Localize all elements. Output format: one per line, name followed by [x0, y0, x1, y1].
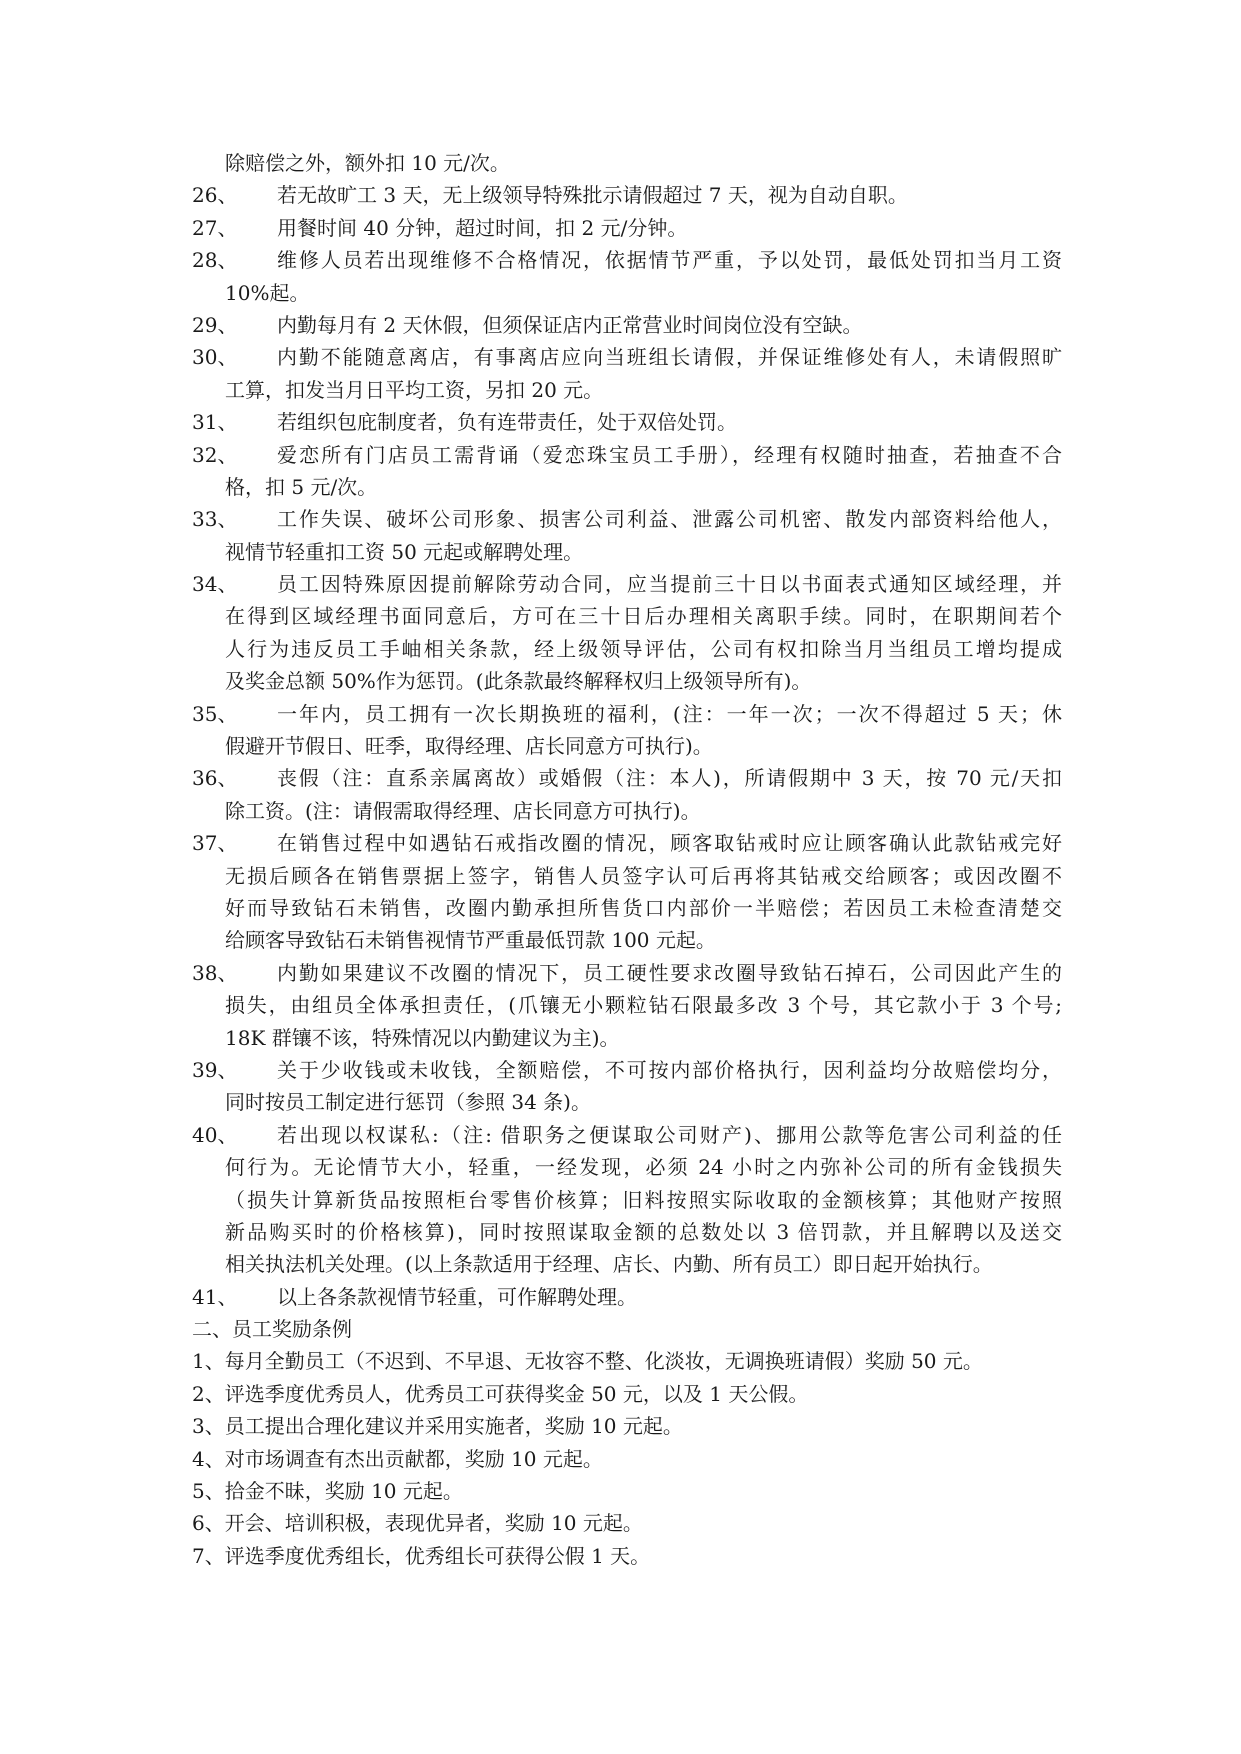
penalty-item-number: 36、: [192, 766, 238, 791]
penalty-item-text: 内勤不能随意离店，有事离店应向当班组长请假，并保证维修处有人，未请假照旷: [277, 345, 1062, 370]
penalty-item-continuation: 假避开节假日、旺季，取得经理、店长同意方可执行)。: [225, 734, 713, 759]
penalty-item-number: 41、: [192, 1284, 238, 1309]
reward-item: 5、拾金不昧，奖励 10 元起。: [192, 1479, 463, 1504]
penalty-item-text: 一年内，员工拥有一次长期换班的福利，(注：一年一次；一次不得超过 5 天；休: [277, 701, 1062, 726]
penalty-item-number: 31、: [192, 410, 238, 435]
penalty-item-line: [192, 244, 1062, 276]
penalty-item-continuation: 格，扣 5 元/次。: [225, 474, 378, 499]
penalty-item-number: 35、: [192, 701, 238, 726]
penalty-item-continuation: 何行为。无论情节大小，轻重，一经发现，必须 24 小时之内弥补公司的所有金钱损失: [225, 1155, 1062, 1180]
penalty-item-continuation: 损失，由组员全体承担责任，(爪镶无小颗粒钻石限最多改 3 个号，其它款小于 3 个号;: [225, 993, 1062, 1018]
penalty-item-line: [192, 341, 1062, 373]
reward-heading: 二、员工奖励条例: [192, 1317, 352, 1342]
penalty-item-text: 工作失误、破坏公司形象、损害公司利益、泄露公司机密、散发内部资料给他人，: [277, 507, 1062, 532]
penalty-item-continuation: （损失计算新货品按照柜台零售价核算；旧料按照实际收取的金额核算；其他财产按照: [225, 1187, 1062, 1212]
penalty-item-number: 37、: [192, 831, 238, 856]
penalty-item-text: 员工因特殊原因提前解除劳动合同，应当提前三十日以书面表式通知区域经理，并: [277, 572, 1062, 597]
penalty-item-continuation: 除工资。(注：请假需取得经理、店长同意方可执行)。: [225, 798, 701, 823]
penalty-item-continuation: 给顾客导致钻石未销售视情节严重最低罚款 100 元起。: [225, 928, 716, 953]
penalty-item-line: [192, 309, 1062, 341]
penalty-item-text: 关于少收钱或未收钱，全额赔偿，不可按内部价格执行，因利益均分故赔偿均分，: [277, 1057, 1062, 1082]
penalty-item-number: 28、: [192, 248, 238, 273]
penalty-item-text: 维修人员若出现维修不合格情况，依据情节严重，予以处罚，最低处罚扣当月工资: [277, 248, 1062, 273]
penalty-item-number: 29、: [192, 312, 238, 337]
reward-item: 1、每月全勤员工（不迟到、不早退、无妆容不整、化淡妆，无调换班请假）奖励 50 元。: [192, 1349, 983, 1374]
penalty-item-line: [192, 503, 1062, 535]
penalty-item-number: 34、: [192, 572, 238, 597]
penalty-item-number: 33、: [192, 507, 238, 532]
penalty-item-continuation: 同时按员工制定进行惩罚（参照 34 条)。: [225, 1090, 591, 1115]
penalty-item-text: 若出现以权谋私:（注: 借职务之便谋取公司财产)、挪用公款等危害公司利益的任: [277, 1122, 1062, 1147]
penalty-item-continuation: 工算，扣发当月日平均工资，另扣 20 元。: [225, 377, 604, 402]
penalty-item-number: 38、: [192, 960, 238, 985]
document-body: [192, 147, 1062, 1572]
penalty-item-number: 26、: [192, 183, 238, 208]
penalty-item-line: [192, 1119, 1062, 1151]
penalty-item-continuation: 相关执法机关处理。(以上条款适用于经理、店长、内勤、所有员工）即日起开始执行。: [225, 1252, 993, 1277]
penalty-item-line: [192, 212, 1062, 244]
penalty-item-continuation: 无损后顾各在销售票据上签字，销售人员签字认可后再将其钻戒交给顾客；或因改圈不: [225, 863, 1062, 888]
penalty-item-continuation: 好而导致钻石未销售，改圈内勤承担所售货口内部价一半赔偿；若因员工未检查清楚交: [225, 895, 1062, 920]
penalty-item-line: [192, 406, 1062, 438]
penalty-item-text: 若组织包庇制度者，负有连带责任，处于双倍处罚。: [277, 410, 737, 435]
penalty-item-line: [192, 827, 1062, 859]
penalty-item-text: 以上各条款视情节轻重，可作解聘处理。: [277, 1284, 637, 1309]
reward-list: [192, 1345, 1062, 1572]
penalty-item-line: [192, 568, 1062, 600]
penalty-item-continuation: 人行为违反员工手岫相关条款，经上级领导评估，公司有权扣除当月当组员工增均提成: [225, 636, 1062, 661]
penalty-item-text: 内勤如果建议不改圈的情况下，员工硬性要求改圈导致钻石掉石，公司因此产生的: [277, 960, 1062, 985]
penalty-item-continuation: 及奖金总额 50%作为惩罚。(此条款最终解释权归上级领导所有)。: [225, 669, 812, 694]
penalty-list: [192, 179, 1062, 1313]
penalty-item-text: 若无故旷工 3 天，无上级领导特殊批示请假超过 7 天，视为自动自职。: [277, 183, 908, 208]
reward-item: 6、开会、培训积极，表现优异者，奖励 10 元起。: [192, 1511, 643, 1536]
penalty-item-continuation: 在得到区域经理书面同意后，方可在三十日后办理相关离职手续。同时，在职期间若个: [225, 604, 1062, 629]
penalty-item-text: 爱恋所有门店员工需背诵（爱恋珠宝员工手册），经理有权随时抽查，若抽查不合: [277, 442, 1062, 467]
penalty-item-text: 在销售过程中如遇钻石戒指改圈的情况，顾客取钻戒时应让顾客确认此款钻戒完好: [277, 831, 1062, 856]
penalty-item-line: [192, 1054, 1062, 1086]
penalty-item-line: [192, 179, 1062, 211]
penalty-item-line: [192, 698, 1062, 730]
penalty-item-text: 用餐时间 40 分钟，超过时间，扣 2 元/分钟。: [277, 215, 688, 240]
penalty-item-number: 27、: [192, 215, 238, 240]
penalty-item-number: 30、: [192, 345, 238, 370]
reward-item: 7、评选季度优秀组长，优秀组长可获得公假 1 天。: [192, 1543, 651, 1568]
opening-line: 除赔偿之外，额外扣 10 元/次。: [225, 151, 510, 175]
penalty-item-number: 40、: [192, 1122, 238, 1147]
reward-item: 3、员工提出合理化建议并采用实施者，奖励 10 元起。: [192, 1414, 683, 1439]
penalty-item-line: [192, 1281, 1062, 1313]
penalty-item-continuation: 18K 群镶不该，特殊情况以内勤建议为主)。: [225, 1025, 620, 1050]
reward-item: 2、评选季度优秀员人，优秀员工可获得奖金 50 元，以及 1 天公假。: [192, 1381, 809, 1406]
penalty-item-continuation: 视情节轻重扣工资 50 元起或解聘处理。: [225, 539, 584, 564]
penalty-item-continuation: 新品购买时的价格核算)，同时按照谋取金额的总数处以 3 倍罚款，并且解聘以及送交: [225, 1219, 1062, 1244]
penalty-item-text: 丧假（注：直系亲属离故）或婚假（注：本人)，所请假期中 3 天，按 70 元/天扣: [277, 766, 1062, 791]
penalty-item-text: 内勤每月有 2 天休假，但须保证店内正常营业时间岗位没有空缺。: [277, 312, 863, 337]
penalty-item-continuation: 10%起。: [225, 280, 310, 305]
penalty-item-line: [192, 439, 1062, 471]
penalty-item-line: [192, 762, 1062, 794]
reward-item: 4、对市场调查有杰出贡献都，奖励 10 元起。: [192, 1446, 603, 1471]
penalty-item-number: 32、: [192, 442, 238, 467]
penalty-item-number: 39、: [192, 1057, 238, 1082]
penalty-item-line: [192, 957, 1062, 989]
